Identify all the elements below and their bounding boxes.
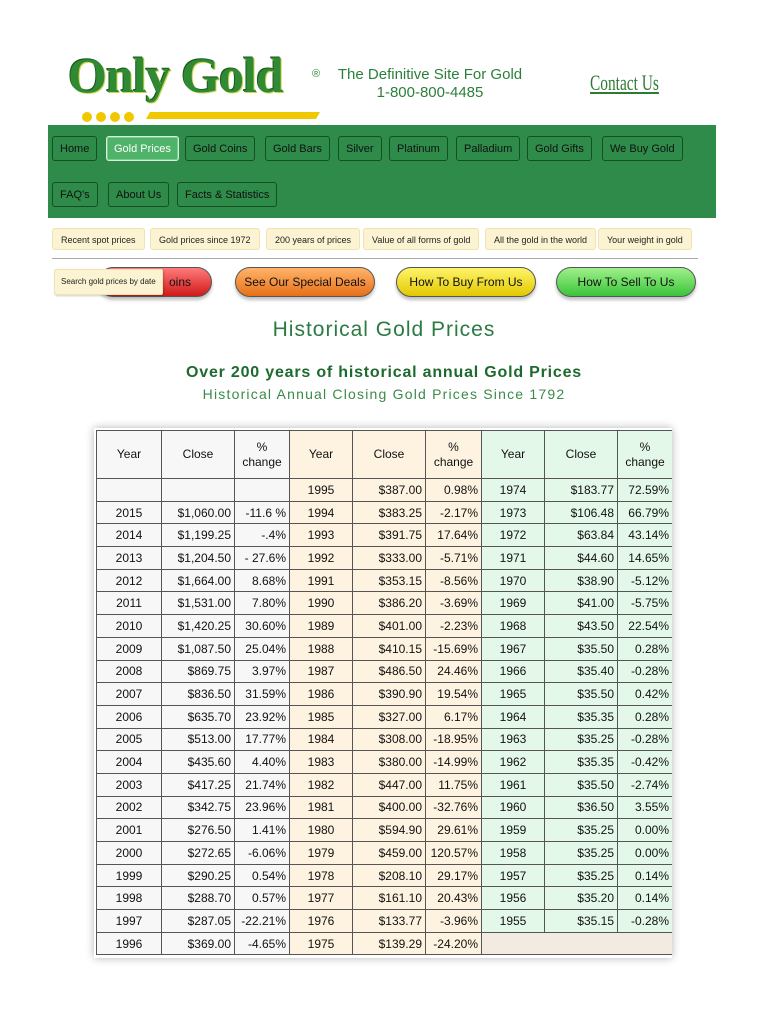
table-cell: $35.25 <box>545 728 618 751</box>
table-cell: $35.25 <box>545 842 618 865</box>
table-cell: 1980 <box>290 819 353 842</box>
table-cell: 0.28% <box>618 705 673 728</box>
table-cell: 30.60% <box>235 615 290 638</box>
table-cell: $35.25 <box>545 864 618 887</box>
table-row <box>97 479 673 502</box>
table-cell: 1997 <box>97 910 162 933</box>
table-cell: 1956 <box>482 887 545 910</box>
table-cell: 2005 <box>97 728 162 751</box>
table-cell: $486.50 <box>353 660 426 683</box>
table-cell: $1,531.00 <box>162 592 235 615</box>
table-cell: 43.14% <box>618 524 673 547</box>
table-cell: $43.50 <box>545 615 618 638</box>
table-cell: - 27.6% <box>235 547 290 570</box>
table-cell: 2010 <box>97 615 162 638</box>
table-cell: $383.25 <box>353 501 426 524</box>
table-cell: 22.54% <box>618 615 673 638</box>
table-cell: -32.76% <box>426 796 482 819</box>
table-cell: 1989 <box>290 615 353 638</box>
table-row <box>97 660 673 683</box>
table-cell: $35.50 <box>545 773 618 796</box>
table-cell: 1985 <box>290 705 353 728</box>
table-cell: -15.69% <box>426 637 482 660</box>
table-cell: 2015 <box>97 501 162 524</box>
table-cell: 3.55% <box>618 796 673 819</box>
table-row <box>97 547 673 570</box>
table-row <box>97 842 673 865</box>
table-cell: 1965 <box>482 683 545 706</box>
table-cell: $276.50 <box>162 819 235 842</box>
table-cell: 2004 <box>97 751 162 774</box>
table-cell: $333.00 <box>353 547 426 570</box>
table-cell: 2009 <box>97 637 162 660</box>
table-cell: 2001 <box>97 819 162 842</box>
table-cell: 1972 <box>482 524 545 547</box>
table-cell: 2012 <box>97 569 162 592</box>
column-header: % change <box>235 431 290 479</box>
table-cell: 1990 <box>290 592 353 615</box>
table-cell: $35.50 <box>545 637 618 660</box>
table-cell: -8.56% <box>426 569 482 592</box>
table-cell: 1984 <box>290 728 353 751</box>
table-cell: 1998 <box>97 887 162 910</box>
column-header: Year <box>97 431 162 479</box>
table-cell: -5.75% <box>618 592 673 615</box>
phone-number: 1-800-800-4485 <box>376 84 484 101</box>
special-deals-button[interactable]: See Our Special Deals <box>235 267 375 297</box>
column-header: Close <box>162 431 235 479</box>
contact-us-link[interactable]: Contact Us <box>590 70 659 95</box>
nav-item-gold-bars[interactable]: Gold Bars <box>265 136 330 161</box>
table-cell: $1,420.25 <box>162 615 235 638</box>
table-cell: $106.48 <box>545 501 618 524</box>
table-cell: $391.75 <box>353 524 426 547</box>
table-cell: $1,199.25 <box>162 524 235 547</box>
table-cell: -0.28% <box>618 660 673 683</box>
table-cell: $459.00 <box>353 842 426 865</box>
table-cell: 2007 <box>97 683 162 706</box>
table-cell: 1967 <box>482 637 545 660</box>
table-cell: $183.77 <box>545 479 618 502</box>
table-cell: $387.00 <box>353 479 426 502</box>
column-header: Close <box>545 431 618 479</box>
main-nav <box>48 125 716 218</box>
table-row <box>97 864 673 887</box>
table-cell: 17.77% <box>235 728 290 751</box>
table-cell: -0.42% <box>618 751 673 774</box>
table-cell: $161.10 <box>353 887 426 910</box>
table-row <box>97 592 673 615</box>
table-cell: 1977 <box>290 887 353 910</box>
table-cell: 17.64% <box>426 524 482 547</box>
nav-item-about-us[interactable]: About Us <box>108 182 169 207</box>
table-cell <box>97 479 162 502</box>
table-cell: 31.59% <box>235 683 290 706</box>
table-cell: 1979 <box>290 842 353 865</box>
table-cell: 6.17% <box>426 705 482 728</box>
table-cell <box>162 479 235 502</box>
table-row <box>97 683 673 706</box>
table-cell: $435.60 <box>162 751 235 774</box>
table-cell: $36.50 <box>545 796 618 819</box>
table-cell: 2013 <box>97 547 162 570</box>
table-cell: $35.20 <box>545 887 618 910</box>
table-cell: 1968 <box>482 615 545 638</box>
table-cell: $353.15 <box>353 569 426 592</box>
table-cell: 1988 <box>290 637 353 660</box>
table-cell: $594.90 <box>353 819 426 842</box>
table-cell: 1995 <box>290 479 353 502</box>
table-cell: $35.15 <box>545 910 618 933</box>
table-cell: $290.25 <box>162 864 235 887</box>
table-cell: 2006 <box>97 705 162 728</box>
table-cell: 1992 <box>290 547 353 570</box>
table-cell: 1986 <box>290 683 353 706</box>
table-cell: 29.17% <box>426 864 482 887</box>
coins-pill-button[interactable]: oins <box>98 267 212 297</box>
table-cell: 1957 <box>482 864 545 887</box>
table-cell: 7.80% <box>235 592 290 615</box>
table-row <box>97 932 673 955</box>
table-cell: 72.59% <box>618 479 673 502</box>
table-cell: 1996 <box>97 932 162 955</box>
table-cell: -24.20% <box>426 932 482 955</box>
table-cell: 66.79% <box>618 501 673 524</box>
table-cell: $35.35 <box>545 705 618 728</box>
table-cell: 1987 <box>290 660 353 683</box>
page-title: Historical Gold Prices <box>272 318 496 341</box>
table-cell: 8.68% <box>235 569 290 592</box>
logo-dot <box>82 112 92 122</box>
logo-dots <box>82 108 302 122</box>
table-cell: 14.65% <box>618 547 673 570</box>
nav-item-platinum[interactable]: Platinum <box>389 136 448 161</box>
page-subtitle-2: Historical Annual Closing Gold Prices Since 1792 <box>202 386 566 402</box>
search-by-date-tooltip[interactable]: Search gold prices by date <box>54 269 163 295</box>
nav-item-we-buy-gold[interactable]: We Buy Gold <box>602 136 683 161</box>
table-cell: 1971 <box>482 547 545 570</box>
table-cell: 1973 <box>482 501 545 524</box>
table-cell: $1,204.50 <box>162 547 235 570</box>
table-row <box>97 887 673 910</box>
table-cell: -18.95% <box>426 728 482 751</box>
table-cell: $35.25 <box>545 819 618 842</box>
table-cell: 1960 <box>482 796 545 819</box>
nav-item-gold-coins[interactable]: Gold Coins <box>185 136 255 161</box>
table-cell: -3.96% <box>426 910 482 933</box>
column-header: Year <box>290 431 353 479</box>
column-header: Year <box>482 431 545 479</box>
table-cell: $41.00 <box>545 592 618 615</box>
table-cell: $417.25 <box>162 773 235 796</box>
table-cell: -14.99% <box>426 751 482 774</box>
table-cell: -2.17% <box>426 501 482 524</box>
table-cell: 1978 <box>290 864 353 887</box>
table-cell: $401.00 <box>353 615 426 638</box>
table-cell: $400.00 <box>353 796 426 819</box>
table-cell: 1.41% <box>235 819 290 842</box>
only-gold-logo[interactable] <box>68 47 321 122</box>
table-row <box>97 501 673 524</box>
table-cell: 23.96% <box>235 796 290 819</box>
table-cell: 19.54% <box>426 683 482 706</box>
tagline <box>328 66 532 102</box>
gold-prices-table-container <box>94 428 672 958</box>
table-cell: 1963 <box>482 728 545 751</box>
nav-item-gold-prices[interactable]: Gold Prices <box>106 136 179 161</box>
table-cell: $1,060.00 <box>162 501 235 524</box>
table-row <box>97 773 673 796</box>
table-cell: 2014 <box>97 524 162 547</box>
logo-dot <box>124 112 134 122</box>
table-row <box>97 910 673 933</box>
table-cell: -0.28% <box>618 910 673 933</box>
table-cell: 0.54% <box>235 864 290 887</box>
table-cell: 20.43% <box>426 887 482 910</box>
table-cell: $390.90 <box>353 683 426 706</box>
table-cell: 1966 <box>482 660 545 683</box>
table-row <box>97 819 673 842</box>
logo-registered-mark: ® <box>312 68 321 80</box>
subnav-item-value-of-all-forms-of-gold[interactable]: Value of all forms of gold <box>363 228 479 250</box>
table-row <box>97 524 673 547</box>
table-cell: 2003 <box>97 773 162 796</box>
table-cell: $63.84 <box>545 524 618 547</box>
table-cell: $35.35 <box>545 751 618 774</box>
table-cell: $869.75 <box>162 660 235 683</box>
table-cell: 0.14% <box>618 887 673 910</box>
table-cell: 120.57% <box>426 842 482 865</box>
table-cell: $513.00 <box>162 728 235 751</box>
table-cell: 1982 <box>290 773 353 796</box>
nav-item-faq-s[interactable]: FAQ's <box>52 182 98 207</box>
table-cell: $836.50 <box>162 683 235 706</box>
table-cell: 1959 <box>482 819 545 842</box>
table-cell: $272.65 <box>162 842 235 865</box>
table-cell: 2000 <box>97 842 162 865</box>
column-header: % change <box>426 431 482 479</box>
table-row <box>97 751 673 774</box>
site-header <box>48 40 724 126</box>
table-cell: 25.04% <box>235 637 290 660</box>
table-cell: $635.70 <box>162 705 235 728</box>
table-cell: -5.12% <box>618 569 673 592</box>
table-cell: 1999 <box>97 864 162 887</box>
table-cell: $38.90 <box>545 569 618 592</box>
table-cell: $44.60 <box>545 547 618 570</box>
table-cell: 0.14% <box>618 864 673 887</box>
table-cell: 1976 <box>290 910 353 933</box>
table-cell: 0.42% <box>618 683 673 706</box>
table-cell: $139.29 <box>353 932 426 955</box>
table-cell: 1991 <box>290 569 353 592</box>
logo-text: Only Gold <box>68 47 283 103</box>
table-cell: 1975 <box>290 932 353 955</box>
table-cell: 2002 <box>97 796 162 819</box>
subnav-item-gold-prices-since-1972[interactable]: Gold prices since 1972 <box>150 228 260 250</box>
table-cell <box>235 479 290 502</box>
table-cell: 4.40% <box>235 751 290 774</box>
logo-dot <box>96 112 106 122</box>
logo-dot <box>110 112 120 122</box>
table-cell: $308.00 <box>353 728 426 751</box>
table-cell: 1974 <box>482 479 545 502</box>
table-cell: 0.57% <box>235 887 290 910</box>
table-cell: -0.28% <box>618 728 673 751</box>
tagline-text: The Definitive Site For Gold <box>337 66 523 83</box>
table-cell: -6.06% <box>235 842 290 865</box>
table-cell: 29.61% <box>426 819 482 842</box>
table-cell: $327.00 <box>353 705 426 728</box>
empty-cell <box>482 932 673 955</box>
table-cell: 2008 <box>97 660 162 683</box>
table-row <box>97 728 673 751</box>
subnav-item-200-years-of-prices[interactable]: 200 years of prices <box>266 228 360 250</box>
table-cell: $1,087.50 <box>162 637 235 660</box>
how-to-buy-button[interactable]: How To Buy From Us <box>396 267 536 297</box>
table-cell: $133.77 <box>353 910 426 933</box>
table-cell: $288.70 <box>162 887 235 910</box>
table-cell: 1969 <box>482 592 545 615</box>
nav-item-facts-statistics[interactable]: Facts & Statistics <box>177 182 277 207</box>
table-row <box>97 796 673 819</box>
page-subtitle: Over 200 years of historical annual Gold Prices <box>186 364 582 381</box>
table-cell: 1964 <box>482 705 545 728</box>
table-cell: 0.28% <box>618 637 673 660</box>
table-cell: 1958 <box>482 842 545 865</box>
table-cell: -22.21% <box>235 910 290 933</box>
table-cell: $386.20 <box>353 592 426 615</box>
table-cell: 1962 <box>482 751 545 774</box>
table-cell: 1993 <box>290 524 353 547</box>
gold-prices-table <box>96 430 672 955</box>
table-row <box>97 705 673 728</box>
table-cell: 3.97% <box>235 660 290 683</box>
table-cell: $208.10 <box>353 864 426 887</box>
table-cell: 11.75% <box>426 773 482 796</box>
table-cell: 23.92% <box>235 705 290 728</box>
table-cell: $1,664.00 <box>162 569 235 592</box>
table-cell: $287.05 <box>162 910 235 933</box>
table-cell: 0.00% <box>618 819 673 842</box>
how-to-sell-button[interactable]: How To Sell To Us <box>556 267 696 297</box>
table-cell: $342.75 <box>162 796 235 819</box>
table-cell: $380.00 <box>353 751 426 774</box>
table-cell: -2.74% <box>618 773 673 796</box>
table-cell: $35.40 <box>545 660 618 683</box>
table-cell: 1981 <box>290 796 353 819</box>
nav-item-gold-gifts[interactable]: Gold Gifts <box>527 136 592 161</box>
table-cell: 1955 <box>482 910 545 933</box>
table-row <box>97 615 673 638</box>
table-cell: 0.00% <box>618 842 673 865</box>
nav-item-palladium[interactable]: Palladium <box>456 136 520 161</box>
table-cell: $410.15 <box>353 637 426 660</box>
table-header-row <box>97 431 673 479</box>
table-cell: -11.6 % <box>235 501 290 524</box>
subnav-item-your-weight-in-gold[interactable]: Your weight in gold <box>598 228 692 250</box>
table-cell: 1970 <box>482 569 545 592</box>
table-cell: -3.69% <box>426 592 482 615</box>
table-cell: 21.74% <box>235 773 290 796</box>
subnav-item-recent-spot-prices[interactable]: Recent spot prices <box>52 228 145 250</box>
nav-item-silver[interactable]: Silver <box>338 136 382 161</box>
table-cell: $35.50 <box>545 683 618 706</box>
table-cell: -2.23% <box>426 615 482 638</box>
table-cell: 24.46% <box>426 660 482 683</box>
table-cell: $447.00 <box>353 773 426 796</box>
table-cell: $369.00 <box>162 932 235 955</box>
table-cell: -4.65% <box>235 932 290 955</box>
table-cell: 1994 <box>290 501 353 524</box>
nav-item-home[interactable]: Home <box>52 136 97 161</box>
table-cell: -.4% <box>235 524 290 547</box>
table-cell: 1983 <box>290 751 353 774</box>
table-cell: 0.98% <box>426 479 482 502</box>
subnav-item-all-the-gold-in-the-world[interactable]: All the gold in the world <box>485 228 596 250</box>
table-cell: -5.71% <box>426 547 482 570</box>
table-cell: 2011 <box>97 592 162 615</box>
table-row <box>97 569 673 592</box>
column-header: Close <box>353 431 426 479</box>
column-header: % change <box>618 431 673 479</box>
divider <box>52 258 698 259</box>
table-row <box>97 637 673 660</box>
table-cell: 1961 <box>482 773 545 796</box>
